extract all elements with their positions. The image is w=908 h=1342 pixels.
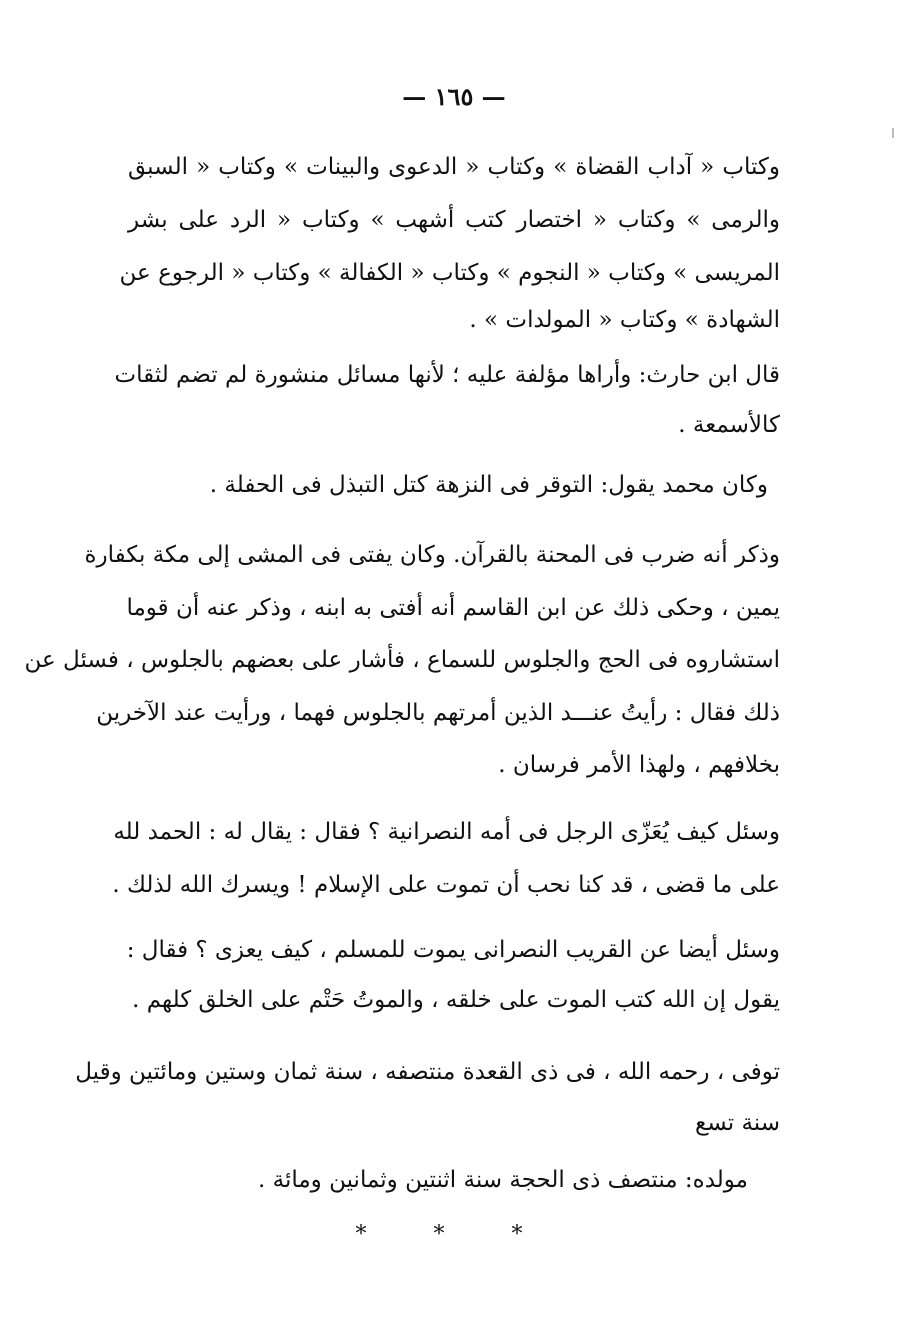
text-line: كالأسمعة . (678, 412, 780, 438)
text-line: وسئل كيف يُعَزّى الرجل فى أمه النصرانية ؟ فقال : يقال له : الحمد لله (113, 819, 780, 845)
text-line: قال ابن حارث: وأراها مؤلفة عليه ؛ لأنها مسائل منشورة لم تضم لثقات (114, 362, 780, 388)
text-line: سنة تسع (694, 1110, 780, 1136)
text-line: يمين ، وحكى ذلك عن ابن القاسم أنه أفتى به ابنه ، وذكر عنه أن قوما (126, 595, 780, 621)
text-line: وكتاب « آداب القضاة » وكتاب « الدعوى والبينات » وكتاب « السبق (128, 154, 780, 180)
text-line: توفى ، رحمه الله ، فى ذى القعدة منتصفه ، سنة ثمان وستين ومائتين وقيل (75, 1059, 780, 1085)
text-line: المريسى » وكتاب « النجوم » وكتاب « الكفالة » وكتاب « الرجوع عن (119, 260, 780, 286)
text-line: بخلافهم ، ولهذا الأمر فرسان . (498, 752, 780, 778)
text-line: مولده: منتصف ذى الحجة سنة اثنتين وثمانين ومائة . (258, 1167, 748, 1193)
section-divider: * * * (355, 1222, 553, 1247)
text-line: وكان محمد يقول: التوقر فى النزهة كتل التبذل فى الحفلة . (209, 472, 768, 498)
text-line: والرمى » وكتاب « اختصار كتب أشهب » وكتاب « الرد على بشر (128, 207, 780, 233)
text-line: استشاروه فى الحج والجلوس للسماع ، فأشار على بعضهم بالجلوس ، فسئل عن (24, 647, 780, 673)
text-line: الشهادة » وكتاب « المولدات » . (469, 307, 780, 333)
edge-mark (892, 128, 894, 138)
text-line: يقول إن الله كتب الموت على خلقه ، والموتُ حَتْم على الخلق كلهم . (132, 987, 780, 1013)
text-line: وسئل أيضا عن القريب النصرانى يموت للمسلم ، كيف يعزى ؟ فقال : (126, 937, 780, 963)
page-number: — ١٦٥ — (402, 82, 506, 111)
text-line: وذكر أنه ضرب فى المحنة بالقرآن. وكان يفتى فى المشى إلى مكة بكفارة (84, 542, 780, 568)
text-line: ذلك فقال : رأيتُ عنـــد الذين أمرتهم بالجلوس فهما ، ورأيت عند الآخرين (96, 700, 780, 726)
text-line: على ما قضى ، قد كنا نحب أن تموت على الإسلام ! ويسرك الله لذلك . (112, 872, 780, 898)
